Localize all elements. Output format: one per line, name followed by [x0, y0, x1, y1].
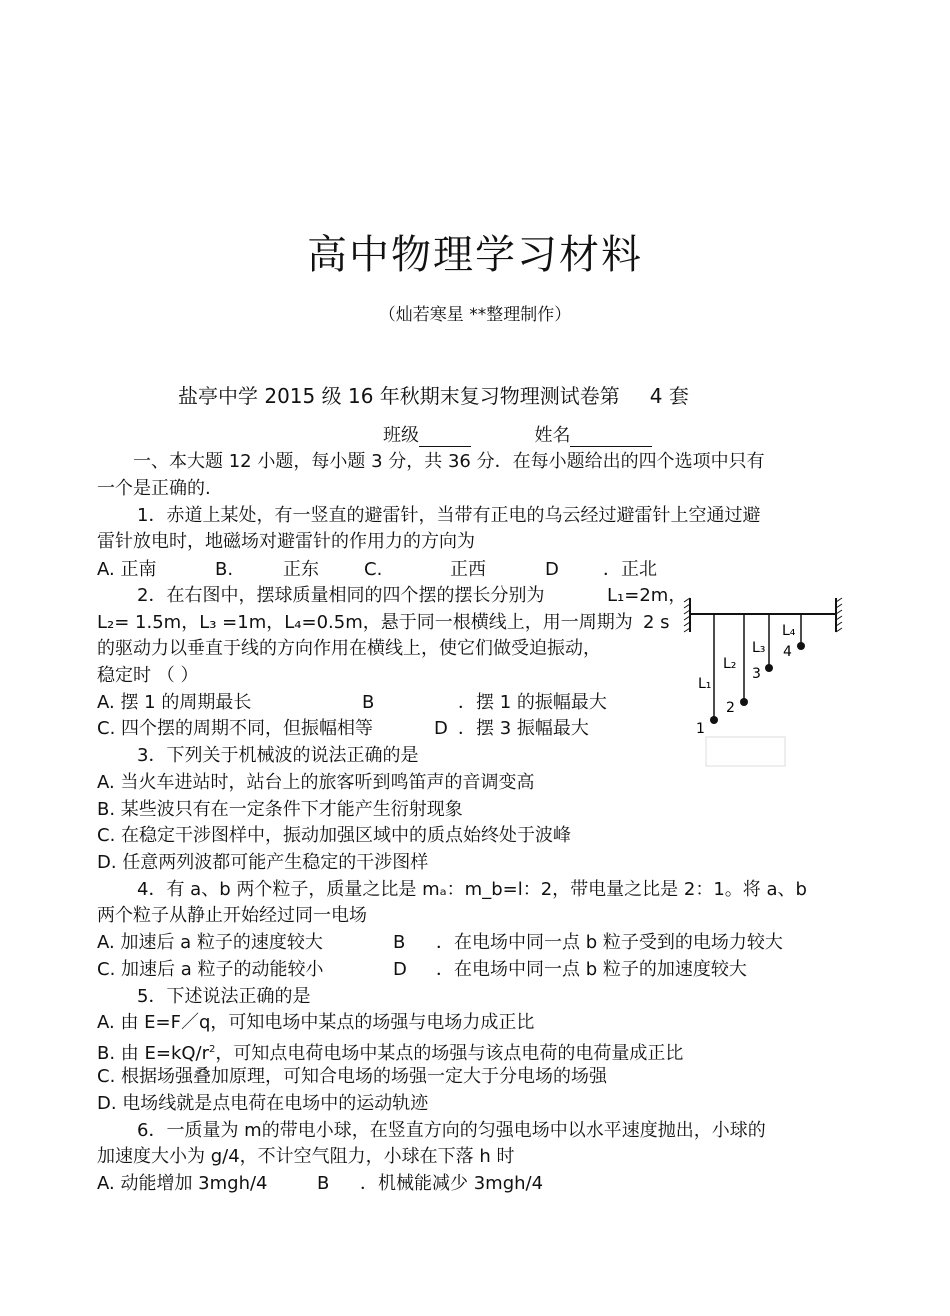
label-l2: L₂: [723, 656, 737, 672]
q1-option-b-key: B.: [215, 559, 234, 580]
q1-option-d-key: D: [545, 559, 559, 580]
pendulum-2-ball: [740, 698, 748, 706]
class-label: 班级: [383, 425, 419, 446]
q2-option-d-key: D: [434, 718, 448, 739]
q3-option-a: A. 当火车进站时，站台上的旅客听到鸣笛声的音调变高: [97, 772, 535, 793]
ball-number-4: 4: [783, 644, 792, 660]
q1-option-b-text: 正东: [283, 559, 319, 580]
q2-stem-line-3: 的驱动力以垂直于线的方向作用在横线上，使它们做受迫振动，: [97, 638, 601, 659]
figure-caption-box: [706, 737, 785, 766]
q4-stem-line-2: 两个粒子从静止开始经过同一电场: [97, 905, 367, 926]
q5-option-a: A. 由 E=F／q，可知电场中某点的场强与电场力成正比: [97, 1012, 535, 1033]
q2-stem-line-2b: 2 s: [643, 612, 670, 633]
q2-option-b-key: B: [362, 692, 375, 713]
q2-option-d-text: ．摆 3 振幅最大: [458, 718, 589, 739]
q5-option-b: [97, 1039, 683, 1065]
q4-option-d-text: ．在电场中同一点 b 粒子的加速度较大: [436, 959, 747, 980]
q5-option-d: D. 电场线就是点电荷在电场中的运动轨迹: [97, 1093, 429, 1114]
page-title: 高中物理学习材料: [307, 232, 643, 278]
pendulum-3-ball: [765, 664, 773, 672]
q1-stem-line-2: 雷针放电时，地磁场对避雷针的作用力的方向为: [97, 531, 475, 552]
ball-number-2: 2: [726, 700, 735, 716]
q3-option-d: D. 任意两列波都可能产生稳定的干涉图样: [97, 852, 429, 873]
page-subtitle: （灿若寒星 **整理制作）: [378, 305, 572, 325]
exam-title: [178, 383, 689, 409]
q4-option-a: A. 加速后 a 粒子的速度较大: [97, 932, 323, 953]
class-blank[interactable]: [419, 428, 471, 447]
label-l1: L₁: [698, 676, 712, 692]
q5-option-b-post: ，可知点电荷电场中某点的场强与该点电荷的电荷量成正比: [215, 1043, 684, 1064]
q4-option-b-key: B: [393, 932, 406, 953]
section-intro-line-1: 一、本大题 12 小题，每小题 3 分，共 36 分．在每小题给出的四个选项中只有: [133, 451, 765, 472]
label-l3: L₃: [752, 640, 766, 656]
q2-option-c: C. 四个摆的周期不同，但振幅相等: [97, 718, 374, 739]
exam-title-text: 盐亭中学 2015 级 16 年秋期末复习物理测试卷第: [178, 384, 620, 408]
q2-option-a: A. 摆 1 的周期最长: [97, 692, 252, 713]
section-intro-line-2: 一个是正确的.: [97, 478, 211, 499]
q2-stem-line-4: 稳定时 （ ）: [97, 665, 199, 686]
pendulum-figure: [680, 590, 850, 770]
name-label: 姓名: [534, 425, 571, 446]
q6-stem-line-2: 加速度大小为 g/4，不计空气阻力，小球在下落 h 时: [97, 1146, 515, 1167]
q1-stem-line-1: 1．赤道上某处，有一竖直的避雷针，当带有正电的乌云经过避雷针上空通过避: [137, 505, 761, 526]
pendulum-4-ball: [797, 642, 805, 650]
ball-number-3: 3: [752, 666, 761, 682]
q6-stem-line-1: 6．一质量为 m的带电小球，在竖直方向的匀强电场中以水平速度抛出，小球的: [137, 1120, 766, 1141]
q3-option-c: C. 在稳定干涉图样中，振动加强区域中的质点始终处于波峰: [97, 825, 572, 846]
q5-option-b-pre: B. 由 E=kQ/r: [97, 1043, 210, 1064]
pendulum-1-ball: [710, 716, 718, 724]
exam-set-number: 4 套: [649, 384, 689, 408]
q3-option-b: B. 某些波只有在一定条件下才能产生衍射现象: [97, 799, 463, 820]
q6-option-a: A. 动能增加 3mgh/4: [97, 1173, 268, 1194]
q1-option-d-text: ．正北: [603, 559, 657, 580]
q3-stem: 3．下列关于机械波的说法正确的是: [137, 745, 419, 766]
q4-option-c: C. 加速后 a 粒子的动能较小: [97, 959, 324, 980]
q4-option-d-key: D: [393, 959, 407, 980]
q2-stem-line-1: 2．在右图中，摆球质量相同的四个摆的摆长分别为: [137, 585, 545, 606]
q6-option-b-text: ．机械能减少 3mgh/4: [360, 1173, 544, 1194]
q2-stem-line-1b: L₁=2m，: [607, 585, 687, 606]
q1-option-c-text: 正西: [450, 559, 486, 580]
q5-option-b-exponent: 2: [209, 1044, 216, 1055]
q2-option-b-text: ．摆 1 的振幅最大: [458, 692, 607, 713]
q1-option-a: A. 正南: [97, 559, 157, 580]
q5-stem: 5．下述说法正确的是: [137, 986, 311, 1007]
name-blank[interactable]: [570, 428, 652, 447]
q5-option-c: C. 根据场强叠加原理，可知合电场的场强一定大于分电场的场强: [97, 1066, 608, 1087]
q2-stem-line-2: L₂= 1.5m，L₃ =1m，L₄=0.5m，悬于同一根横线上，用一周期为: [97, 612, 633, 633]
q1-option-c-key: C.: [364, 559, 383, 580]
class-name-line: [383, 425, 652, 447]
q4-option-b-text: ．在电场中同一点 b 粒子受到的电场力较大: [436, 932, 783, 953]
q4-stem-line-1: 4．有 a、b 两个粒子，质量之比是 mₐ：m_b=l：2，带电量之比是 2：1。将 a、b: [137, 879, 807, 900]
label-l4: L₄: [782, 623, 796, 639]
q6-option-b-key: B: [317, 1173, 330, 1194]
ball-number-1: 1: [696, 721, 705, 737]
